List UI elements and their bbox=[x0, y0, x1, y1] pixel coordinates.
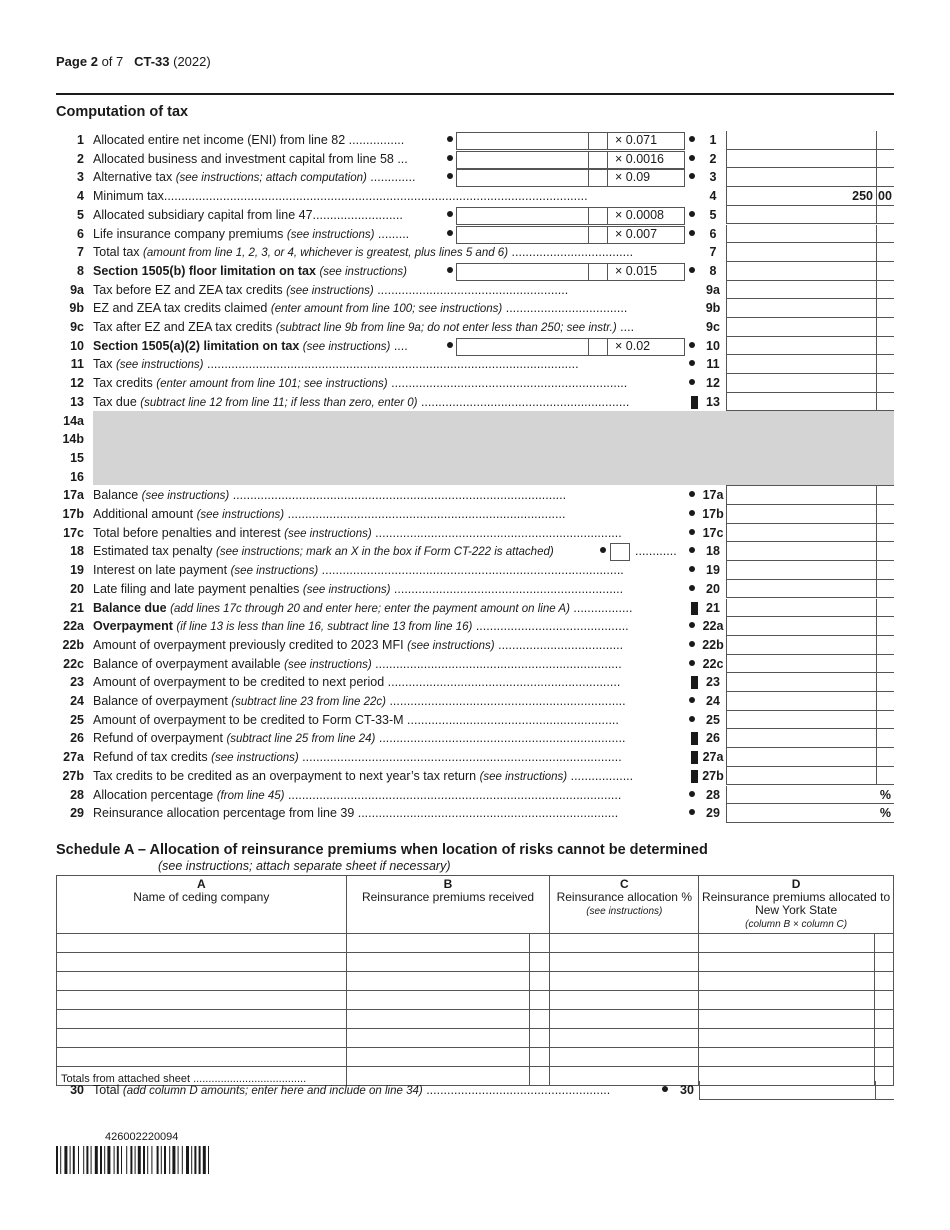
line-4 bbox=[0, 187, 950, 206]
line-8 bbox=[0, 262, 950, 281]
bullet-icon bbox=[689, 660, 695, 666]
cents-field[interactable] bbox=[876, 225, 894, 244]
amount-field[interactable] bbox=[726, 729, 876, 748]
cents-field[interactable] bbox=[876, 299, 894, 318]
cents-field[interactable] bbox=[876, 542, 894, 561]
bullet-icon bbox=[689, 360, 695, 366]
bullet-icon bbox=[689, 585, 695, 591]
bullet-icon bbox=[689, 716, 695, 722]
line-number: 6 bbox=[77, 226, 84, 241]
line-label: 20 bbox=[706, 581, 720, 596]
line-description: Total before penalties and interest (see instructions) ....................................................................... bbox=[93, 525, 622, 540]
line-30-amount[interactable] bbox=[699, 1081, 894, 1100]
amount-field[interactable] bbox=[726, 505, 876, 524]
line-description: Minimum tax.......................................................................................................................... bbox=[93, 189, 588, 204]
square-marker-icon bbox=[691, 602, 698, 615]
square-marker-icon bbox=[691, 732, 698, 745]
line-label: 17a bbox=[702, 488, 724, 503]
bullet-icon bbox=[689, 211, 695, 217]
line-number: 20 bbox=[70, 581, 84, 596]
cents-field[interactable] bbox=[876, 617, 894, 636]
shaded-area bbox=[93, 411, 894, 485]
input-box[interactable] bbox=[456, 226, 588, 244]
line-label: 3 bbox=[709, 170, 717, 185]
schedule-a-subtitle: (see instructions; attach separate sheet if necessary) bbox=[158, 859, 451, 873]
table-row bbox=[57, 1048, 894, 1067]
line-description: Refund of tax credits (see instructions) ............................................................................................ bbox=[93, 750, 622, 765]
line-number: 21 bbox=[70, 600, 84, 615]
line-number: 27b bbox=[62, 768, 84, 783]
line-label: 7 bbox=[709, 245, 717, 260]
bullet-icon bbox=[447, 267, 453, 273]
bullet-icon bbox=[689, 136, 695, 142]
line-9c bbox=[0, 318, 950, 337]
line-label: 24 bbox=[706, 694, 720, 708]
line-number: 7 bbox=[77, 245, 84, 260]
cents-field[interactable] bbox=[876, 393, 894, 412]
line-label: 26 bbox=[706, 731, 720, 746]
header-rule bbox=[56, 93, 894, 95]
percent-field[interactable]: % bbox=[726, 786, 894, 805]
amount-field[interactable] bbox=[726, 561, 876, 580]
amount-field[interactable] bbox=[726, 262, 876, 281]
line-description: Allocation percentage (from line 45) ................................................................................................ bbox=[93, 787, 622, 802]
line-description: Refund of overpayment (subtract line 25 from line 24) ....................................................................... bbox=[93, 731, 626, 746]
amount-field[interactable] bbox=[726, 636, 876, 655]
line-1 bbox=[0, 131, 950, 150]
table-row bbox=[57, 972, 894, 991]
amount-field[interactable] bbox=[726, 393, 876, 412]
cents-field[interactable] bbox=[876, 131, 894, 150]
cents-field[interactable] bbox=[876, 318, 894, 337]
cents-field[interactable] bbox=[876, 243, 894, 262]
amount-field[interactable] bbox=[726, 355, 876, 374]
line-label: 27a bbox=[702, 750, 724, 765]
line-17c bbox=[0, 524, 950, 543]
line-number: 12 bbox=[70, 376, 84, 391]
line-19 bbox=[0, 561, 950, 580]
line-number: 17c bbox=[63, 525, 84, 540]
amount-field[interactable] bbox=[726, 599, 876, 618]
amount-field[interactable] bbox=[726, 617, 876, 636]
line-number: 22b bbox=[62, 637, 84, 652]
line-30: 30 Total (add column D amounts; enter here and include on line 34) ..................................................... 30 bbox=[56, 1081, 896, 1100]
amount-field[interactable] bbox=[726, 206, 876, 225]
line-label: 22c bbox=[702, 656, 724, 671]
amount-field[interactable] bbox=[726, 748, 876, 767]
barcode-number: 426002220094 bbox=[105, 1131, 179, 1143]
col-b-header: B Reinsurance premiums received bbox=[346, 876, 550, 934]
line-label: 12 bbox=[706, 376, 720, 391]
line-6 bbox=[0, 225, 950, 244]
cents-box[interactable] bbox=[588, 207, 608, 225]
bullet-icon bbox=[447, 211, 453, 217]
cents-field[interactable] bbox=[876, 281, 894, 300]
multiplier: × 0.007 bbox=[615, 226, 658, 241]
bullet-icon bbox=[689, 641, 695, 647]
bullet-icon bbox=[689, 267, 695, 273]
bullet-icon bbox=[662, 1086, 668, 1092]
line-description: Section 1505(a)(2) limitation on tax (see instructions) .... bbox=[93, 338, 408, 353]
line-number: 26 bbox=[70, 731, 84, 746]
line-label: 21 bbox=[706, 600, 720, 615]
percent-field[interactable]: % bbox=[726, 804, 894, 823]
line-label: 10 bbox=[706, 338, 720, 353]
line-number: 15 bbox=[70, 450, 84, 465]
multiplier-box bbox=[607, 207, 685, 225]
line-number: 3 bbox=[77, 170, 84, 185]
cents-field[interactable] bbox=[876, 692, 894, 711]
multiplier: × 0.02 bbox=[615, 338, 651, 353]
line-22b bbox=[0, 636, 950, 655]
line-number: 4 bbox=[77, 189, 84, 204]
line-label: 19 bbox=[706, 563, 720, 578]
line-description: Balance (see instructions) ................................................................................................ bbox=[93, 488, 567, 503]
bullet-icon bbox=[689, 547, 695, 553]
square-marker-icon bbox=[691, 396, 698, 409]
line-label: 17b bbox=[702, 507, 724, 521]
line-21 bbox=[0, 599, 950, 618]
bullet-icon bbox=[689, 155, 695, 161]
cents-field[interactable] bbox=[876, 374, 894, 393]
line-label: 11 bbox=[706, 357, 720, 372]
line-12 bbox=[0, 374, 950, 393]
cents-field[interactable] bbox=[876, 524, 894, 543]
line-description: Estimated tax penalty (see instructions; mark an X in the box if Form CT-222 is attached) bbox=[93, 544, 554, 559]
bullet-icon bbox=[689, 379, 695, 385]
cents-field[interactable] bbox=[876, 355, 894, 374]
cents-field[interactable] bbox=[876, 767, 894, 786]
amount-field[interactable] bbox=[726, 299, 876, 318]
line-number: 9c bbox=[70, 320, 84, 334]
amount-field[interactable] bbox=[726, 243, 876, 262]
bullet-icon bbox=[447, 342, 453, 348]
cents-field[interactable] bbox=[876, 337, 894, 356]
cents-field[interactable] bbox=[876, 168, 894, 187]
amount-field[interactable] bbox=[726, 225, 876, 244]
bullet-icon bbox=[447, 230, 453, 236]
line-27b bbox=[0, 767, 950, 786]
bullet-icon bbox=[689, 529, 695, 535]
amount-field[interactable]: 250 bbox=[726, 187, 876, 206]
line-label: 23 bbox=[706, 675, 720, 690]
multiplier: × 0.09 bbox=[615, 170, 651, 185]
line-label: 29 bbox=[706, 806, 720, 821]
line-description: Total tax (amount from line 1, 2, 3, or 4, whichever is greatest, plus lines 5 and 6) ................................... bbox=[93, 245, 634, 260]
bullet-icon bbox=[689, 491, 695, 497]
line-number: 8 bbox=[77, 263, 84, 278]
line-label: 4 bbox=[709, 189, 717, 204]
amount-field[interactable] bbox=[726, 374, 876, 393]
line-29 bbox=[0, 804, 950, 823]
line-number: 27a bbox=[63, 750, 84, 765]
line-description: Overpayment (if line 13 is less than line 16, subtract line 13 from line 16) ............................................ bbox=[93, 619, 629, 634]
line-description: Tax due (subtract line 12 from line 11; if less than zero, enter 0) ............................................................ bbox=[93, 394, 630, 409]
line-description: EZ and ZEA tax credits claimed (enter amount from line 100; see instructions) ................................... bbox=[93, 301, 628, 316]
amount-field[interactable] bbox=[726, 337, 876, 356]
multiplier-box bbox=[607, 263, 685, 281]
barcode bbox=[56, 1146, 238, 1174]
line-17b bbox=[0, 505, 950, 524]
bullet-icon bbox=[689, 230, 695, 236]
line-number: 17b bbox=[62, 507, 84, 521]
line-number: 5 bbox=[77, 207, 84, 222]
line-description: Late filing and late payment penalties (see instructions) .................................................................. bbox=[93, 581, 624, 596]
line-24 bbox=[0, 692, 950, 711]
bullet-icon bbox=[689, 566, 695, 572]
line-9a bbox=[0, 281, 950, 300]
multiplier: × 0.015 bbox=[615, 263, 658, 278]
col-d-header: D Reinsurance premiums allocated to New York State (column B × column C) bbox=[699, 876, 894, 934]
amount-field[interactable] bbox=[726, 131, 876, 150]
line-number: 24 bbox=[70, 694, 84, 708]
cents-box[interactable] bbox=[588, 169, 608, 187]
line-description: Allocated entire net income (ENI) from line 82 ................ bbox=[93, 133, 405, 147]
line-number: 14a bbox=[63, 413, 84, 428]
amount-field[interactable] bbox=[726, 168, 876, 187]
line-9b bbox=[0, 299, 950, 318]
line-number: 22a bbox=[63, 619, 84, 634]
bullet-icon bbox=[447, 136, 453, 142]
ct222-checkbox[interactable] bbox=[610, 543, 630, 561]
line-description: Balance of overpayment (subtract line 23 from line 22c) .................................................................... bbox=[93, 694, 626, 708]
input-box[interactable] bbox=[456, 207, 588, 225]
amount-field[interactable] bbox=[726, 711, 876, 730]
input-box[interactable] bbox=[456, 169, 588, 187]
line-7 bbox=[0, 243, 950, 262]
line-description: Allocated subsidiary capital from line 47.......................... bbox=[93, 207, 403, 222]
line-label: 9a bbox=[706, 282, 720, 297]
line-number: 17a bbox=[63, 488, 84, 503]
cents-field[interactable] bbox=[876, 206, 894, 225]
line-number: 29 bbox=[70, 806, 84, 821]
multiplier-box bbox=[607, 226, 685, 244]
table-row bbox=[57, 1029, 894, 1048]
bullet-icon bbox=[689, 510, 695, 516]
table-row bbox=[57, 1010, 894, 1029]
line-17a bbox=[0, 486, 950, 505]
line-label: 17c bbox=[702, 525, 724, 540]
bullet-icon bbox=[600, 547, 606, 553]
cents-field[interactable] bbox=[876, 655, 894, 674]
multiplier-box bbox=[607, 169, 685, 187]
line-label: 9b bbox=[705, 301, 721, 316]
line-number: 19 bbox=[70, 563, 84, 578]
line-description: Tax (see instructions) ........................................................................................................... bbox=[93, 357, 579, 372]
amount-field[interactable] bbox=[726, 673, 876, 692]
cents-field[interactable] bbox=[876, 599, 894, 618]
line-27a bbox=[0, 748, 950, 767]
bullet-icon bbox=[689, 173, 695, 179]
cents-box[interactable] bbox=[588, 226, 608, 244]
bullet-icon bbox=[689, 342, 695, 348]
multiplier-box bbox=[607, 132, 685, 150]
line-label: 22a bbox=[702, 619, 724, 634]
line-description: Tax credits to be credited as an overpayment to next year’s tax return (see instructions) .................. bbox=[93, 768, 634, 783]
amount-field[interactable] bbox=[726, 318, 876, 337]
cents-box[interactable] bbox=[588, 132, 608, 150]
bullet-icon bbox=[447, 155, 453, 161]
line-number: 25 bbox=[70, 712, 84, 727]
line-10 bbox=[0, 337, 950, 356]
amount-field[interactable] bbox=[726, 692, 876, 711]
line-26 bbox=[0, 729, 950, 748]
line-20 bbox=[0, 580, 950, 599]
line-3 bbox=[0, 168, 950, 187]
cents-field[interactable] bbox=[876, 580, 894, 599]
line-description: Balance due (add lines 17c through 20 and enter here; enter the payment amount on line A) ................. bbox=[93, 600, 633, 615]
amount-field[interactable] bbox=[726, 580, 876, 599]
col-a-header: A Name of ceding company bbox=[57, 876, 347, 934]
cents-field[interactable] bbox=[876, 673, 894, 692]
line-description: Balance of overpayment available (see instructions) ....................................................................... bbox=[93, 656, 622, 671]
line-description: Life insurance company premiums (see instructions) ......... bbox=[93, 226, 410, 241]
amount-field[interactable] bbox=[726, 542, 876, 561]
line-description: Alternative tax (see instructions; attach computation) ............. bbox=[93, 170, 416, 185]
line-25 bbox=[0, 711, 950, 730]
line-22a bbox=[0, 617, 950, 636]
line-label: 8 bbox=[709, 263, 717, 278]
amount-field[interactable] bbox=[726, 767, 876, 786]
line-description: Reinsurance allocation percentage from line 39 ........................................................................... bbox=[93, 806, 619, 821]
line-number: 9a bbox=[70, 282, 84, 297]
line-23 bbox=[0, 673, 950, 692]
section-title: Computation of tax bbox=[56, 104, 189, 120]
schedule-a-title: Schedule A – Allocation of reinsurance premiums when location of risks cannot be determined bbox=[56, 842, 708, 858]
line-description: Additional amount (see instructions) ................................................................................ bbox=[93, 507, 566, 521]
line-number: 9b bbox=[69, 301, 84, 316]
line-11 bbox=[0, 355, 950, 374]
line-description: Tax after EZ and ZEA tax credits (subtract line 9b from line 9a; do not enter less than 250; see instr.) .... bbox=[93, 320, 635, 334]
square-marker-icon bbox=[691, 676, 698, 689]
square-marker-icon bbox=[691, 751, 698, 764]
cents-field[interactable] bbox=[876, 711, 894, 730]
line-number: 23 bbox=[70, 675, 84, 690]
cents-field[interactable] bbox=[876, 505, 894, 524]
line-13 bbox=[0, 393, 950, 412]
schedule-a-table bbox=[56, 875, 894, 1086]
cents-box[interactable] bbox=[588, 263, 608, 281]
line-number: 28 bbox=[70, 787, 84, 802]
multiplier: × 0.071 bbox=[615, 133, 658, 147]
line-label: 13 bbox=[706, 394, 720, 409]
line-2 bbox=[0, 150, 950, 169]
line-label: 28 bbox=[706, 787, 720, 802]
cents-field[interactable] bbox=[876, 486, 894, 505]
line-number: 11 bbox=[70, 357, 84, 372]
table-row bbox=[57, 953, 894, 972]
amount-field[interactable] bbox=[726, 524, 876, 543]
line-description: Tax before EZ and ZEA tax credits (see instructions) ....................................................... bbox=[93, 282, 569, 297]
square-marker-icon bbox=[691, 770, 698, 783]
cents-field[interactable] bbox=[876, 561, 894, 580]
line-label: 6 bbox=[709, 226, 717, 241]
line-description: Amount of overpayment to be credited to next period ................................................................... bbox=[93, 675, 621, 690]
line-description: Tax credits (enter amount from line 101; see instructions) .................................................................... bbox=[93, 376, 628, 391]
line-description: Amount of overpayment previously credited to 2023 MFI (see instructions) .................................... bbox=[93, 637, 624, 652]
input-box[interactable] bbox=[456, 338, 588, 356]
amount-field[interactable] bbox=[726, 150, 876, 169]
line-number: 13 bbox=[70, 394, 84, 409]
line-label: 27b bbox=[702, 768, 724, 783]
line-18: 18 Estimated tax penalty (see instructions; mark an X in the box if Form CT-222 is attached) ............ 18 bbox=[0, 542, 950, 561]
line-description: Interest on late payment (see instructions) ....................................................................................... bbox=[93, 563, 624, 578]
cents-box[interactable] bbox=[588, 338, 608, 356]
line-number: 2 bbox=[77, 151, 84, 166]
line-label: 2 bbox=[709, 151, 717, 166]
amount-field[interactable] bbox=[726, 655, 876, 674]
multiplier-box bbox=[607, 151, 685, 169]
bullet-icon bbox=[689, 791, 695, 797]
line-label: 22b bbox=[702, 637, 724, 652]
line-number: 16 bbox=[70, 469, 84, 484]
input-box[interactable] bbox=[456, 132, 588, 150]
cents-field[interactable] bbox=[876, 262, 894, 281]
amount-field[interactable] bbox=[726, 486, 876, 505]
totals-label: Totals from attached sheet ..................................... bbox=[57, 1067, 347, 1086]
cents-field[interactable]: 00 bbox=[876, 187, 894, 206]
line-28 bbox=[0, 786, 950, 805]
line-description: Amount of overpayment to be credited to Form CT-33-M ............................................................. bbox=[93, 712, 619, 727]
input-box[interactable] bbox=[456, 263, 588, 281]
line-description: Section 1505(b) floor limitation on tax (see instructions) bbox=[93, 263, 407, 278]
multiplier: × 0.0008 bbox=[615, 207, 665, 222]
line-number: 1 bbox=[77, 133, 84, 147]
cents-field[interactable] bbox=[876, 729, 894, 748]
bullet-icon bbox=[689, 697, 695, 703]
cents-field[interactable] bbox=[876, 636, 894, 655]
line-number: 18 bbox=[70, 544, 84, 559]
line-label: 1 bbox=[709, 133, 717, 147]
page-header: Page 2 of 7 CT-33 (2022) bbox=[56, 54, 211, 69]
line-number: 10 bbox=[70, 338, 84, 353]
line-label: 5 bbox=[709, 207, 717, 222]
line-label: 9c bbox=[706, 320, 720, 334]
table-row bbox=[57, 991, 894, 1010]
input-box[interactable] bbox=[456, 151, 588, 169]
multiplier: × 0.0016 bbox=[615, 151, 665, 166]
multiplier-box bbox=[607, 338, 685, 356]
cents-box[interactable] bbox=[588, 151, 608, 169]
cents-field[interactable] bbox=[876, 748, 894, 767]
col-c-header: C Reinsurance allocation % (see instructions) bbox=[550, 876, 699, 934]
amount-field[interactable] bbox=[726, 281, 876, 300]
line-number: 22c bbox=[63, 656, 84, 671]
line-label: 18 bbox=[706, 544, 720, 559]
line-description: Allocated business and investment capital from line 58 ... bbox=[93, 151, 408, 166]
table-row bbox=[57, 934, 894, 953]
line-22c bbox=[0, 655, 950, 674]
line-label: 25 bbox=[706, 712, 720, 727]
line-5 bbox=[0, 206, 950, 225]
bullet-icon bbox=[447, 173, 453, 179]
bullet-icon bbox=[689, 622, 695, 628]
bullet-icon bbox=[689, 809, 695, 815]
cents-field[interactable] bbox=[876, 150, 894, 169]
line-number: 14b bbox=[62, 432, 84, 447]
